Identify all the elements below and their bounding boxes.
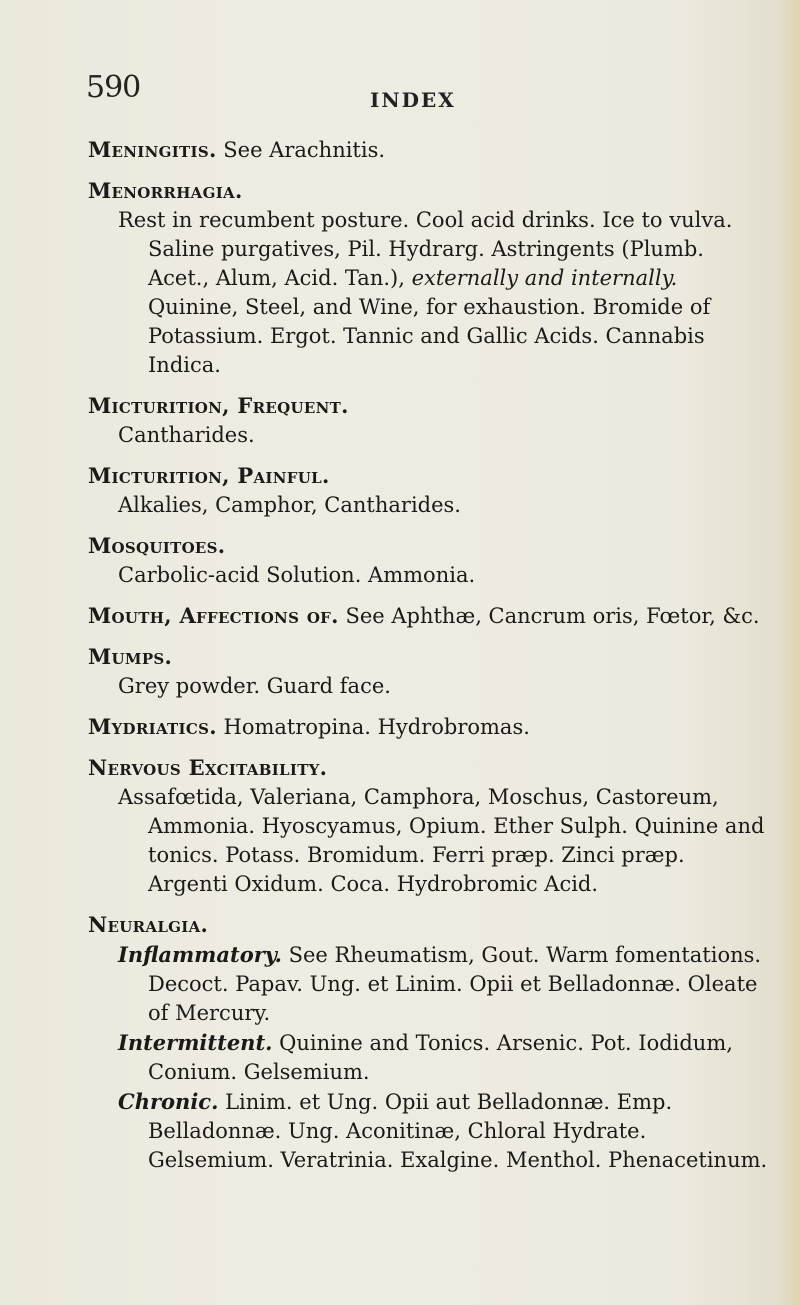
entry-body <box>118 783 768 899</box>
entry-body <box>118 672 768 701</box>
entry-text-continued: Quinine, Steel, and Wine, for exhaustion. Bromide of Potassium. Ergot. Tannic and Gallic Acids. Cannabis Indica. <box>148 295 711 377</box>
index-entry-menorrhagia <box>88 176 768 380</box>
entry-text: Cantharides. <box>118 423 255 447</box>
subentry-text: Quinine and Tonics. Arsenic. Pot. Iodidum, Conium. Gelsemium. <box>148 1031 733 1084</box>
entry-text: Homatropina. Hydrobromas. <box>223 715 530 739</box>
entry-cross-reference: See Arachnitis. <box>223 138 386 162</box>
index-entry-micturition-painful <box>88 461 768 520</box>
subentry-text: See Rheumatism, Gout. Warm fomentations. Decoct. Papav. Ung. et Linim. Opii et Belladonnæ. Oleate of Mercury. <box>148 943 762 1025</box>
entry-heading: Meningitis. <box>88 137 217 162</box>
entry-heading: Mumps. <box>88 644 173 669</box>
entry-body <box>118 491 768 520</box>
entry-text: Carbolic-acid Solution. Ammonia. <box>118 563 476 587</box>
entry-cross-reference: See Aphthæ, Cancrum oris, Fœtor, &c. <box>345 604 760 628</box>
subentry-label: Intermittent. <box>118 1030 273 1055</box>
entry-heading: Mosquitoes. <box>88 533 226 558</box>
entry-heading: Micturition, Painful. <box>88 463 330 488</box>
index-content <box>88 135 768 1186</box>
subentry-text: Linim. et Ung. Opii aut Belladonnæ. Emp. Belladonnæ. Ung. Aconitinæ, Chloral Hydrate. Gelsemium. Veratrinia. Exalgine. Menthol. Phenacetinum. <box>148 1090 768 1172</box>
entry-subentry-intermittent <box>118 1028 768 1087</box>
page-number: 590 <box>86 70 141 105</box>
entry-subentry-inflammatory <box>118 940 768 1028</box>
entry-heading: Micturition, Frequent. <box>88 393 349 418</box>
index-entry-mouth <box>88 601 768 631</box>
entry-heading: Mydriatics. <box>88 714 217 739</box>
entry-text: Assafœtida, Valeriana, Camphora, Moschus, Castoreum, Ammonia. Hyoscyamus, Opium. Ether Sulph. Quinine and tonics. Potass. Bromidum. Ferri præp. Zinci præp. Argenti Oxidum. Coca. Hydrobromic Acid. <box>118 785 765 896</box>
entry-text: Alkalies, Camphor, Cantharides. <box>118 493 461 517</box>
entry-text: Grey powder. Guard face. <box>118 674 391 698</box>
entry-subentry-chronic <box>118 1087 768 1175</box>
index-entry-mosquitoes <box>88 531 768 590</box>
index-entry-neuralgia <box>88 910 768 1175</box>
subentry-label: Chronic. <box>118 1089 219 1114</box>
running-head: INDEX <box>370 88 456 112</box>
entry-heading: Neuralgia. <box>88 912 209 937</box>
entry-text: Rest in recumbent posture. Cool acid drinks. Ice to vulva. Saline purgatives, Pil. Hydrarg. Astringents (Plumb. Acet., Alum, Acid. Tan.), <box>118 208 733 290</box>
index-entry-micturition-frequent <box>88 391 768 450</box>
entry-body <box>118 206 768 380</box>
page-edge-shadow <box>778 0 800 1305</box>
index-entry-mumps <box>88 642 768 701</box>
entry-body <box>118 561 768 590</box>
entry-heading: Mouth, Affections of. <box>88 603 339 628</box>
entry-heading: Nervous Excitability. <box>88 755 328 780</box>
entry-heading: Menorrhagia. <box>88 178 243 203</box>
index-entry-nervous-excitability <box>88 753 768 899</box>
entry-body <box>118 421 768 450</box>
index-entry-mydriatics <box>88 712 768 742</box>
index-entry-meningitis <box>88 135 768 165</box>
entry-italic-text: externally and internally. <box>411 266 678 290</box>
subentry-label: Inflammatory. <box>118 942 282 967</box>
